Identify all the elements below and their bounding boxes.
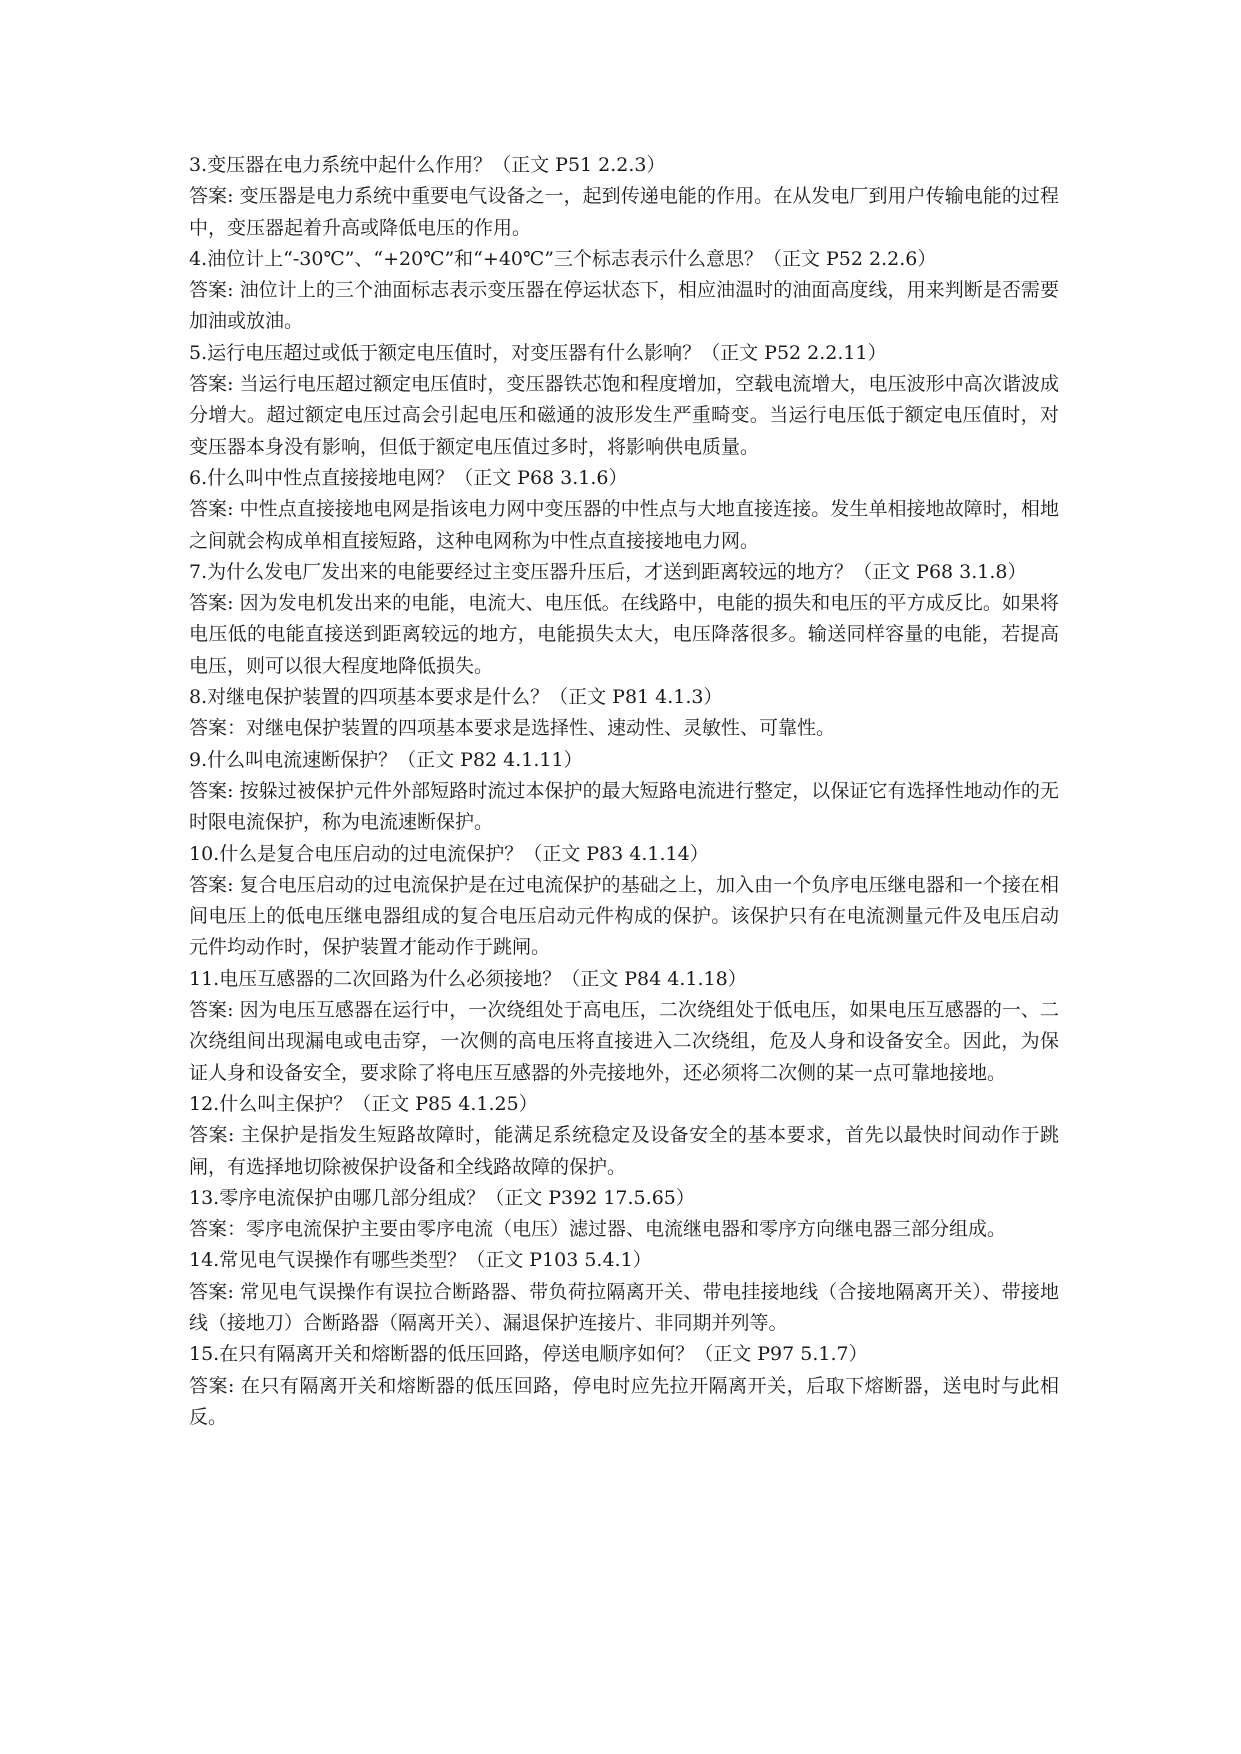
question-5: 5.运行电压超过或低于额定电压值时，对变压器有什么影响？（正文 P52 2.2.11） [189,341,887,364]
qa-item-5 [189,338,1059,463]
question-7: 7.为什么发电厂发出来的电能要经过主变压器升压后，才送到距离较远的地方？（正文 P68 3.1.8） [189,560,1027,583]
answer-15: 答案: 在只有隔离开关和熔断器的低压回路，停电时应先拉开隔离开关，后取下熔断器，送电时与此相反。 [189,1374,1059,1428]
qa-item-4 [189,244,1059,338]
question-14: 14.常见电气误操作有哪些类型？（正文 P103 5.4.1） [189,1249,652,1272]
qa-item-3 [189,150,1059,244]
answer-6: 答案: 中性点直接接地电网是指该电力网中变压器的中性点与大地直接连接。发生单相接地故障时，相地之间就会构成单相直接短路，这种电网称为中性点直接接地电力网。 [189,498,1059,552]
question-4: 4.油位计上“-30℃”、“+20℃”和“+40℃”三个标志表示什么意思？（正文 P52 2.2.6） [189,247,937,270]
question-3: 3.变压器在电力系统中起什么作用？（正文 P51 2.2.3） [189,154,666,176]
answer-14: 答案: 常见电气误操作有误拉合断路器、带负荷拉隔离开关、带电挂接地线（合接地隔离开关）、带接地线（接地刀）合断路器（隔离开关）、漏退保护连接片、非同期并列等。 [189,1280,1059,1334]
question-13: 13.零序电流保护由哪几部分组成？（正文 P392 17.5.65） [189,1186,695,1209]
answer-12: 答案: 主保护是指发生短路故障时，能满足系统稳定及设备安全的基本要求，首先以最快时间动作于跳闸，有选择地切除被保护设备和全线路故障的保护。 [189,1124,1059,1178]
answer-8: 答案：对继电保护装置的四项基本要求是选择性、速动性、灵敏性、可靠性。 [189,717,836,740]
answer-3: 答案: 变压器是电力系统中重要电气设备之一，起到传递电能的作用。在从发电厂到用户传输电能的过程中，变压器起着升高或降低电压的作用。 [189,185,1059,239]
qa-item-6 [189,463,1059,557]
qa-item-11 [189,964,1059,1089]
question-12: 12.什么叫主保护？（正文 P85 4.1.25） [189,1092,538,1115]
answer-10: 答案: 复合电压启动的过电流保护是在过电流保护的基础之上，加入由一个负序电压继电器和一个接在相间电压上的低电压继电器组成的复合电压启动元件构成的保护。该保护只有在电流测量元件及电压启动元件均动作时，保护装置才能动作于跳闸。 [189,873,1059,959]
answer-9: 答案: 按躲过被保护元件外部短路时流过本保护的最大短路电流进行整定，以保证它有选择性地动作的无时限电流保护，称为电流速断保护。 [189,779,1059,834]
question-11: 11.电压互感器的二次回路为什么必须接地？（正文 P84 4.1.18） [189,967,747,990]
answer-7: 答案: 因为发电机发出来的电能，电流大、电压低。在线路中，电能的损失和电压的平方成反比。如果将电压低的电能直接送到距离较远的地方，电能损失太大，电压降落很多。输送同样容量的电能，若提高电压，则可以很大程度地降低损失。 [189,592,1059,677]
answer-11: 答案: 因为电压互感器在运行中，一次绕组处于高电压，二次绕组处于低电压，如果电压互感器的一、二次绕组间出现漏电或电击穿，一次侧的高电压将直接进入二次绕组，危及人身和设备安全。因此，为保证人身和设备安全，要求除了将电压互感器的外壳接地外，还必须将二次侧的某一点可靠地接地。 [189,999,1059,1084]
qa-item-13 [189,1183,1059,1246]
document-page [189,150,1059,1433]
qa-item-12 [189,1089,1059,1183]
question-10: 10.什么是复合电压启动的过电流保护？（正文 P83 4.1.14） [189,842,709,865]
answer-13: 答案：零序电流保护主要由零序电流（电压）滤过器、电流继电器和零序方向继电器三部分组成。 [189,1218,1007,1241]
question-9: 9.什么叫电流速断保护？（正文 P82 4.1.11） [189,748,583,771]
question-6: 6.什么叫中性点直接接地电网？（正文 P68 3.1.6） [189,466,628,489]
answer-4: 答案: 油位计上的三个油面标志表示变压器在停运状态下，相应油温时的油面高度线，用来判断是否需要加油或放油。 [189,279,1059,333]
qa-item-15 [189,1339,1059,1433]
answer-5: 答案: 当运行电压超过额定电压值时，变压器铁芯饱和程度增加，空载电流增大，电压波形中高次谐波成分增大。超过额定电压过高会引起电压和磁通的波形发生严重畸变。当运行电压低于额定电压值时，对变压器本身没有影响，但低于额定电压值过多时，将影响供电质量。 [189,373,1059,458]
qa-item-8 [189,682,1059,745]
qa-item-14 [189,1245,1059,1339]
qa-item-9 [189,745,1059,839]
qa-item-10 [189,839,1059,964]
question-15: 15.在只有隔离开关和熔断器的低压回路，停送电顺序如何？（正文 P97 5.1.7） [189,1343,868,1366]
question-8: 8.对继电保护装置的四项基本要求是什么？（正文 P81 4.1.3） [189,686,723,709]
qa-item-7 [189,557,1059,682]
